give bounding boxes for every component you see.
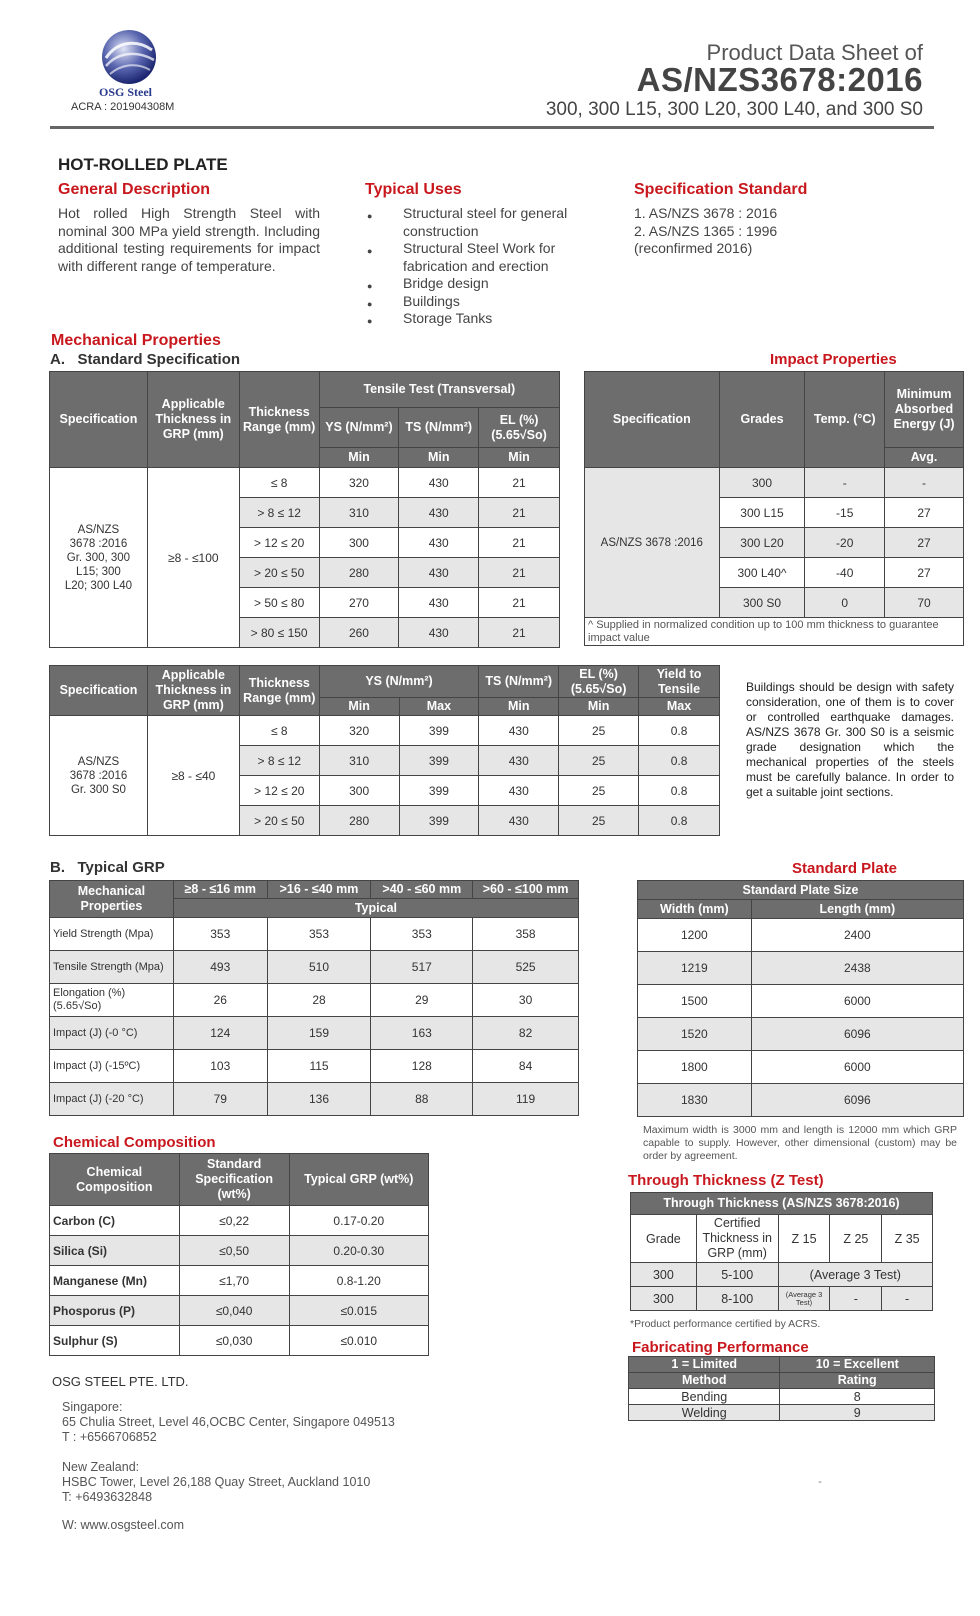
use-item: ● Structural Steel Work for fabrication and erection (367, 240, 597, 275)
table-row (631, 1263, 933, 1287)
table-row (50, 984, 579, 1017)
col-method: Method (629, 1373, 780, 1389)
impact-properties-heading: Impact Properties (770, 351, 897, 368)
value-cell: 29 (371, 984, 473, 1017)
typical-uses-list (367, 205, 597, 328)
col-min: Min (559, 698, 639, 716)
col-thickness-range: Thickness Range (mm) (239, 372, 319, 468)
table-row (50, 918, 579, 951)
ts-cell: 430 (399, 468, 479, 498)
property-label: Impact (J) (-0 °C) (50, 1017, 174, 1050)
table-row (638, 1084, 964, 1117)
value-cell: 493 (173, 951, 267, 984)
temp-cell: -40 (805, 558, 885, 588)
col-specification: Specification (585, 372, 720, 468)
energy-cell: - (885, 468, 964, 498)
table-row (50, 1206, 429, 1236)
property-label: Impact (J) (-15ºC) (50, 1050, 174, 1083)
plate-note: Maximum width is 3000 mm and length is 12000 mm which GRP capable to supply. However, other dimensional (custom) may be order by agreement. (643, 1124, 957, 1162)
footer-dash: - (818, 1474, 822, 1488)
value-cell: 103 (173, 1050, 267, 1083)
col-tensile-test: Tensile Test (Transversal) (319, 372, 559, 408)
temp-cell: 0 (805, 588, 885, 618)
length-cell: 6096 (751, 1018, 963, 1051)
table-row (638, 985, 964, 1018)
table-row (638, 952, 964, 985)
col-el: EL (%) (5.65√So) (479, 408, 560, 448)
table-row (50, 951, 579, 984)
spec-cell: AS/NZS 3678 :2016 (585, 468, 720, 618)
seismic-note: Buildings should be design with safety consideration, one of them is to cover or controlled earthquake damages. AS/NZS 3678 Gr. 300 S0 is a seismic grade designation which the mechanical properties of the steels must be carefully balance. In order to get a suitable joint sections. (746, 680, 954, 799)
seismic-grade-table (49, 665, 720, 836)
value-cell: 163 (371, 1017, 473, 1050)
el-cell: 21 (479, 528, 560, 558)
value-cell: 353 (371, 918, 473, 951)
el-cell: 21 (479, 618, 560, 648)
value-cell: 30 (473, 984, 579, 1017)
width-cell: 1800 (638, 1051, 752, 1084)
ts-cell: 430 (399, 558, 479, 588)
col-thickness-1: ≥8 - ≤16 mm (173, 881, 267, 899)
table-row (50, 1017, 579, 1050)
value-cell: 124 (173, 1017, 267, 1050)
impact-footnote: ^ Supplied in normalized condition up to 100 mm thickness to guarantee impact value (585, 618, 964, 646)
brand-name: OSG Steel (99, 85, 152, 99)
col-min: Min (319, 698, 399, 716)
value-cell: 26 (173, 984, 267, 1017)
company-logo (100, 28, 158, 86)
std-cell: ≤0,030 (179, 1326, 289, 1356)
thickness-cell: ≤ 8 (239, 716, 319, 746)
col-z25: Z 25 (830, 1215, 882, 1263)
value-cell: 119 (473, 1083, 579, 1116)
chemical-composition-table (49, 1153, 429, 1356)
typical-grp-subheading: B. Typical GRP (50, 859, 165, 876)
length-cell: 2400 (751, 919, 963, 952)
ys-cell: 270 (319, 588, 399, 618)
website: W: www.osgsteel.com (62, 1518, 185, 1532)
ts-cell: 430 (479, 776, 559, 806)
value-cell: 28 (267, 984, 371, 1017)
length-cell: 2438 (751, 952, 963, 985)
table-row (50, 1296, 429, 1326)
general-description-text: Hot rolled High Strength Steel with nominal 300 MPa yield strength. Including additional testing requirements for impact with different range of temperature. (58, 205, 320, 274)
through-thickness-table (630, 1192, 933, 1311)
ratio-cell: 0.8 (639, 776, 720, 806)
col-el: EL (%) (5.65√So) (559, 666, 639, 698)
value-cell: 128 (371, 1050, 473, 1083)
thickness-cell: > 50 ≤ 80 (239, 588, 319, 618)
typ-cell: ≤0.010 (289, 1326, 428, 1356)
fabricating-performance-heading: Fabricating Performance (632, 1339, 809, 1356)
ts-cell: 430 (399, 618, 479, 648)
ratio-cell: 0.8 (639, 806, 720, 836)
value-cell: 353 (173, 918, 267, 951)
value-cell: 517 (371, 951, 473, 984)
col-yield-to-tensile: Yield to Tensile (639, 666, 720, 698)
limited-legend: 1 = Limited (629, 1357, 780, 1373)
z15-cell: (Average 3 Test) (778, 1287, 830, 1311)
typ-cell: 0.20-0.30 (289, 1236, 428, 1266)
grade-cell: 300 (631, 1287, 697, 1311)
acrs-note: *Product performance certified by ACRS. (630, 1318, 821, 1330)
thickness-cell: > 20 ≤ 50 (239, 806, 319, 836)
col-width: Width (mm) (638, 900, 752, 919)
value-cell: 358 (473, 918, 579, 951)
value-cell: 353 (267, 918, 371, 951)
col-z35: Z 35 (882, 1215, 933, 1263)
method-cell: Bending (629, 1389, 780, 1405)
table-row (50, 1050, 579, 1083)
value-cell: 136 (267, 1083, 371, 1116)
ys-cell: 310 (319, 498, 399, 528)
energy-cell: 27 (885, 498, 964, 528)
value-cell: 510 (267, 951, 371, 984)
value-cell: 79 (173, 1083, 267, 1116)
table-row (629, 1389, 935, 1405)
table-row (638, 1051, 964, 1084)
std-cell: ≤0,040 (179, 1296, 289, 1326)
col-certified-thickness: Certified Thickness in GRP (mm) (696, 1215, 778, 1263)
width-cell: 1200 (638, 919, 752, 952)
grade-cell: 300 L40^ (719, 558, 805, 588)
ts-cell: 430 (479, 806, 559, 836)
temp-cell: -15 (805, 498, 885, 528)
singapore-address-block (62, 1400, 395, 1445)
property-label: Yield Strength (Mpa) (50, 918, 174, 951)
standard-1: 1. AS/NZS 3678 : 2016 (634, 205, 778, 221)
col-plate-size: Standard Plate Size (638, 881, 964, 900)
specification-standard-list (634, 205, 777, 258)
typical-uses-heading: Typical Uses (365, 181, 462, 198)
singapore-address: 65 Chulia Street, Level 46,OCBC Center, Singapore 049513 (62, 1415, 395, 1429)
col-avg: Avg. (885, 448, 964, 468)
table-row (638, 1018, 964, 1051)
company-name: OSG STEEL PTE. LTD. (52, 1374, 189, 1389)
value-cell: 84 (473, 1050, 579, 1083)
standard-spec-table (49, 371, 560, 648)
property-label: Tensile Strength (Mpa) (50, 951, 174, 984)
col-ys: YS (N/mm²) (319, 408, 399, 448)
typ-cell: ≤0.015 (289, 1296, 428, 1326)
col-thickness-3: >40 - ≤60 mm (371, 881, 473, 899)
standard-specification-subheading: A. Standard Specification (50, 351, 241, 368)
el-cell: 21 (479, 498, 560, 528)
ratio-cell: 0.8 (639, 716, 720, 746)
std-cell: ≤1,70 (179, 1266, 289, 1296)
table-row (585, 468, 964, 498)
thickness-cell: > 20 ≤ 50 (239, 558, 319, 588)
col-standard-spec: Standard Specification (wt%) (179, 1154, 289, 1206)
ts-cell: 430 (479, 716, 559, 746)
col-chemical-composition: Chemical Composition (50, 1154, 180, 1206)
property-label: Elongation (%) (5.65√So) (50, 984, 174, 1017)
ys-min-cell: 300 (319, 776, 399, 806)
standard-plate-heading: Standard Plate (792, 860, 898, 877)
ys-cell: 320 (319, 468, 399, 498)
excellent-legend: 10 = Excellent (780, 1357, 935, 1373)
col-max: Max (639, 698, 720, 716)
table-row (638, 919, 964, 952)
ys-max-cell: 399 (399, 746, 479, 776)
singapore-phone: T : +6566706852 (62, 1430, 157, 1444)
spec-cell: AS/NZS 3678 :2016 Gr. 300 S0 (50, 716, 148, 836)
new-zealand-label: New Zealand: (62, 1460, 140, 1474)
col-thickness-range: Thickness Range (mm) (239, 666, 319, 716)
table-row (50, 1266, 429, 1296)
ys-max-cell: 399 (399, 716, 479, 746)
width-cell: 1219 (638, 952, 752, 985)
col-min: Min (319, 448, 399, 468)
typ-cell: 0.17-0.20 (289, 1206, 428, 1236)
length-cell: 6096 (751, 1084, 963, 1117)
typical-grp-table (49, 880, 579, 1116)
use-item: ● Structural steel for general construction (367, 205, 597, 240)
grade-cell: 300 (631, 1263, 697, 1287)
ys-max-cell: 399 (399, 776, 479, 806)
thickness-cell: > 80 ≤ 150 (239, 618, 319, 648)
acra-number: ACRA : 201904308M (71, 101, 175, 113)
thickness-cell: 8-100 (696, 1287, 778, 1311)
through-thickness-heading: Through Thickness (Z Test) (628, 1172, 824, 1189)
temp-cell: - (805, 468, 885, 498)
method-cell: Welding (629, 1405, 780, 1421)
thickness-cell: 5-100 (696, 1263, 778, 1287)
el-cell: 21 (479, 468, 560, 498)
width-cell: 1520 (638, 1018, 752, 1051)
z35-cell: - (882, 1287, 933, 1311)
col-min: Min (479, 698, 559, 716)
col-mechanical-properties: Mechanical Properties (50, 881, 174, 918)
col-ts: TS (N/mm²) (399, 408, 479, 448)
z-test-cell: (Average 3 Test) (778, 1263, 932, 1287)
col-specification: Specification (50, 372, 148, 468)
use-item: ● Storage Tanks (367, 310, 597, 328)
title-grades: 300, 300 L15, 300 L20, 300 L40, and 300 S0 (545, 99, 923, 120)
thickness-cell: > 12 ≤ 20 (239, 776, 319, 806)
ys-cell: 280 (319, 558, 399, 588)
ts-cell: 430 (479, 746, 559, 776)
width-cell: 1500 (638, 985, 752, 1018)
value-cell: 115 (267, 1050, 371, 1083)
general-description-heading: General Description (58, 181, 211, 198)
table-row (50, 716, 720, 746)
ys-max-cell: 399 (399, 806, 479, 836)
new-zealand-phone: T: +6493632848 (62, 1490, 153, 1504)
std-cell: ≤0,50 (179, 1236, 289, 1266)
product-type: HOT-ROLLED PLATE (58, 155, 228, 174)
grade-cell: 300 S0 (719, 588, 805, 618)
grade-cell: 300 L20 (719, 528, 805, 558)
element-cell: Carbon (C) (50, 1206, 180, 1236)
thickness-cell: > 8 ≤ 12 (239, 498, 319, 528)
ts-cell: 430 (399, 528, 479, 558)
impact-properties-table (584, 371, 964, 646)
table-row (629, 1405, 935, 1421)
ts-cell: 430 (399, 588, 479, 618)
table-row (50, 468, 560, 498)
col-min: Min (479, 448, 560, 468)
col-thickness-2: >16 - ≤40 mm (267, 881, 371, 899)
thickness-cell: > 12 ≤ 20 (239, 528, 319, 558)
through-thickness-title: Through Thickness (AS/NZS 3678:2016) (631, 1193, 933, 1215)
applicable-cell: ≥8 - ≤100 (147, 468, 239, 648)
title-line1: Product Data Sheet of (706, 40, 923, 65)
length-cell: 6000 (751, 1051, 963, 1084)
singapore-label: Singapore: (62, 1400, 123, 1414)
energy-cell: 70 (885, 588, 964, 618)
table-row (50, 1083, 579, 1116)
ys-min-cell: 320 (319, 716, 399, 746)
ys-cell: 260 (319, 618, 399, 648)
value-cell: 159 (267, 1017, 371, 1050)
z25-cell: - (830, 1287, 882, 1311)
col-ys: YS (N/mm²) (319, 666, 479, 698)
col-ts: TS (N/mm²) (479, 666, 559, 698)
typ-cell: 0.8-1.20 (289, 1266, 428, 1296)
col-typical-grp: Typical GRP (wt%) (289, 1154, 428, 1206)
ys-cell: 300 (319, 528, 399, 558)
value-cell: 82 (473, 1017, 579, 1050)
mechanical-properties-heading: Mechanical Properties (51, 332, 221, 349)
header-divider (50, 126, 934, 129)
specification-standard-heading: Specification Standard (634, 181, 808, 198)
el-cell: 21 (479, 558, 560, 588)
el-cell: 21 (479, 588, 560, 618)
grade-cell: 300 (719, 468, 805, 498)
table-row (631, 1287, 933, 1311)
energy-cell: 27 (885, 528, 964, 558)
el-cell: 25 (559, 716, 639, 746)
ys-min-cell: 280 (319, 806, 399, 836)
ratio-cell: 0.8 (639, 746, 720, 776)
standard-2: 2. AS/NZS 1365 : 1996 (634, 222, 778, 239)
col-applicable-thickness: Applicable Thickness in GRP (mm) (147, 666, 239, 716)
col-applicable-thickness: Applicable Thickness in GRP (mm) (147, 372, 239, 468)
rating-cell: 9 (780, 1405, 935, 1421)
col-typical: Typical (173, 899, 578, 918)
col-thickness-4: >60 - ≤100 mm (473, 881, 579, 899)
col-max: Max (399, 698, 479, 716)
el-cell: 25 (559, 746, 639, 776)
col-rating: Rating (780, 1373, 935, 1389)
energy-cell: 27 (885, 558, 964, 588)
standard-2-note: (reconfirmed 2016) (634, 240, 753, 256)
new-zealand-address-block (62, 1460, 370, 1505)
property-label: Impact (J) (-20 °C) (50, 1083, 174, 1116)
element-cell: Phosporus (P) (50, 1296, 180, 1326)
grade-cell: 300 L15 (719, 498, 805, 528)
element-cell: Sulphur (S) (50, 1326, 180, 1356)
el-cell: 25 (559, 776, 639, 806)
document-title: AS/NZS3678:2016 (636, 61, 923, 98)
use-item: ● Buildings (367, 293, 597, 311)
element-cell: Silica (Si) (50, 1236, 180, 1266)
value-cell: 88 (371, 1083, 473, 1116)
use-item: ● Bridge design (367, 275, 597, 293)
ys-min-cell: 310 (319, 746, 399, 776)
std-cell: ≤0,22 (179, 1206, 289, 1236)
ts-cell: 430 (399, 498, 479, 528)
thickness-cell: > 8 ≤ 12 (239, 746, 319, 776)
col-z15: Z 15 (778, 1215, 830, 1263)
fabricating-performance-table (628, 1356, 935, 1421)
spec-cell: AS/NZS 3678 :2016 Gr. 300, 300 L15; 300 L20; 300 L40 (50, 468, 148, 648)
applicable-cell: ≥8 - ≤40 (147, 716, 239, 836)
length-cell: 6000 (751, 985, 963, 1018)
col-min: Min (399, 448, 479, 468)
rating-cell: 8 (780, 1389, 935, 1405)
el-cell: 25 (559, 806, 639, 836)
col-absorbed-energy: Minimum Absorbed Energy (J) (885, 372, 964, 448)
new-zealand-address: HSBC Tower, Level 26,188 Quay Street, Auckland 1010 (62, 1475, 371, 1489)
temp-cell: -20 (805, 528, 885, 558)
table-row (50, 1326, 429, 1356)
value-cell: 525 (473, 951, 579, 984)
thickness-cell: ≤ 8 (239, 468, 319, 498)
width-cell: 1830 (638, 1084, 752, 1117)
element-cell: Manganese (Mn) (50, 1266, 180, 1296)
col-specification: Specification (50, 666, 148, 716)
col-grade: Grade (631, 1215, 697, 1263)
standard-plate-table (637, 880, 964, 1117)
chemical-composition-heading: Chemical Composition (53, 1134, 216, 1151)
col-temperature: Temp. (°C) (805, 372, 885, 468)
col-length: Length (mm) (751, 900, 963, 919)
col-grades: Grades (719, 372, 805, 468)
table-row (50, 1236, 429, 1266)
